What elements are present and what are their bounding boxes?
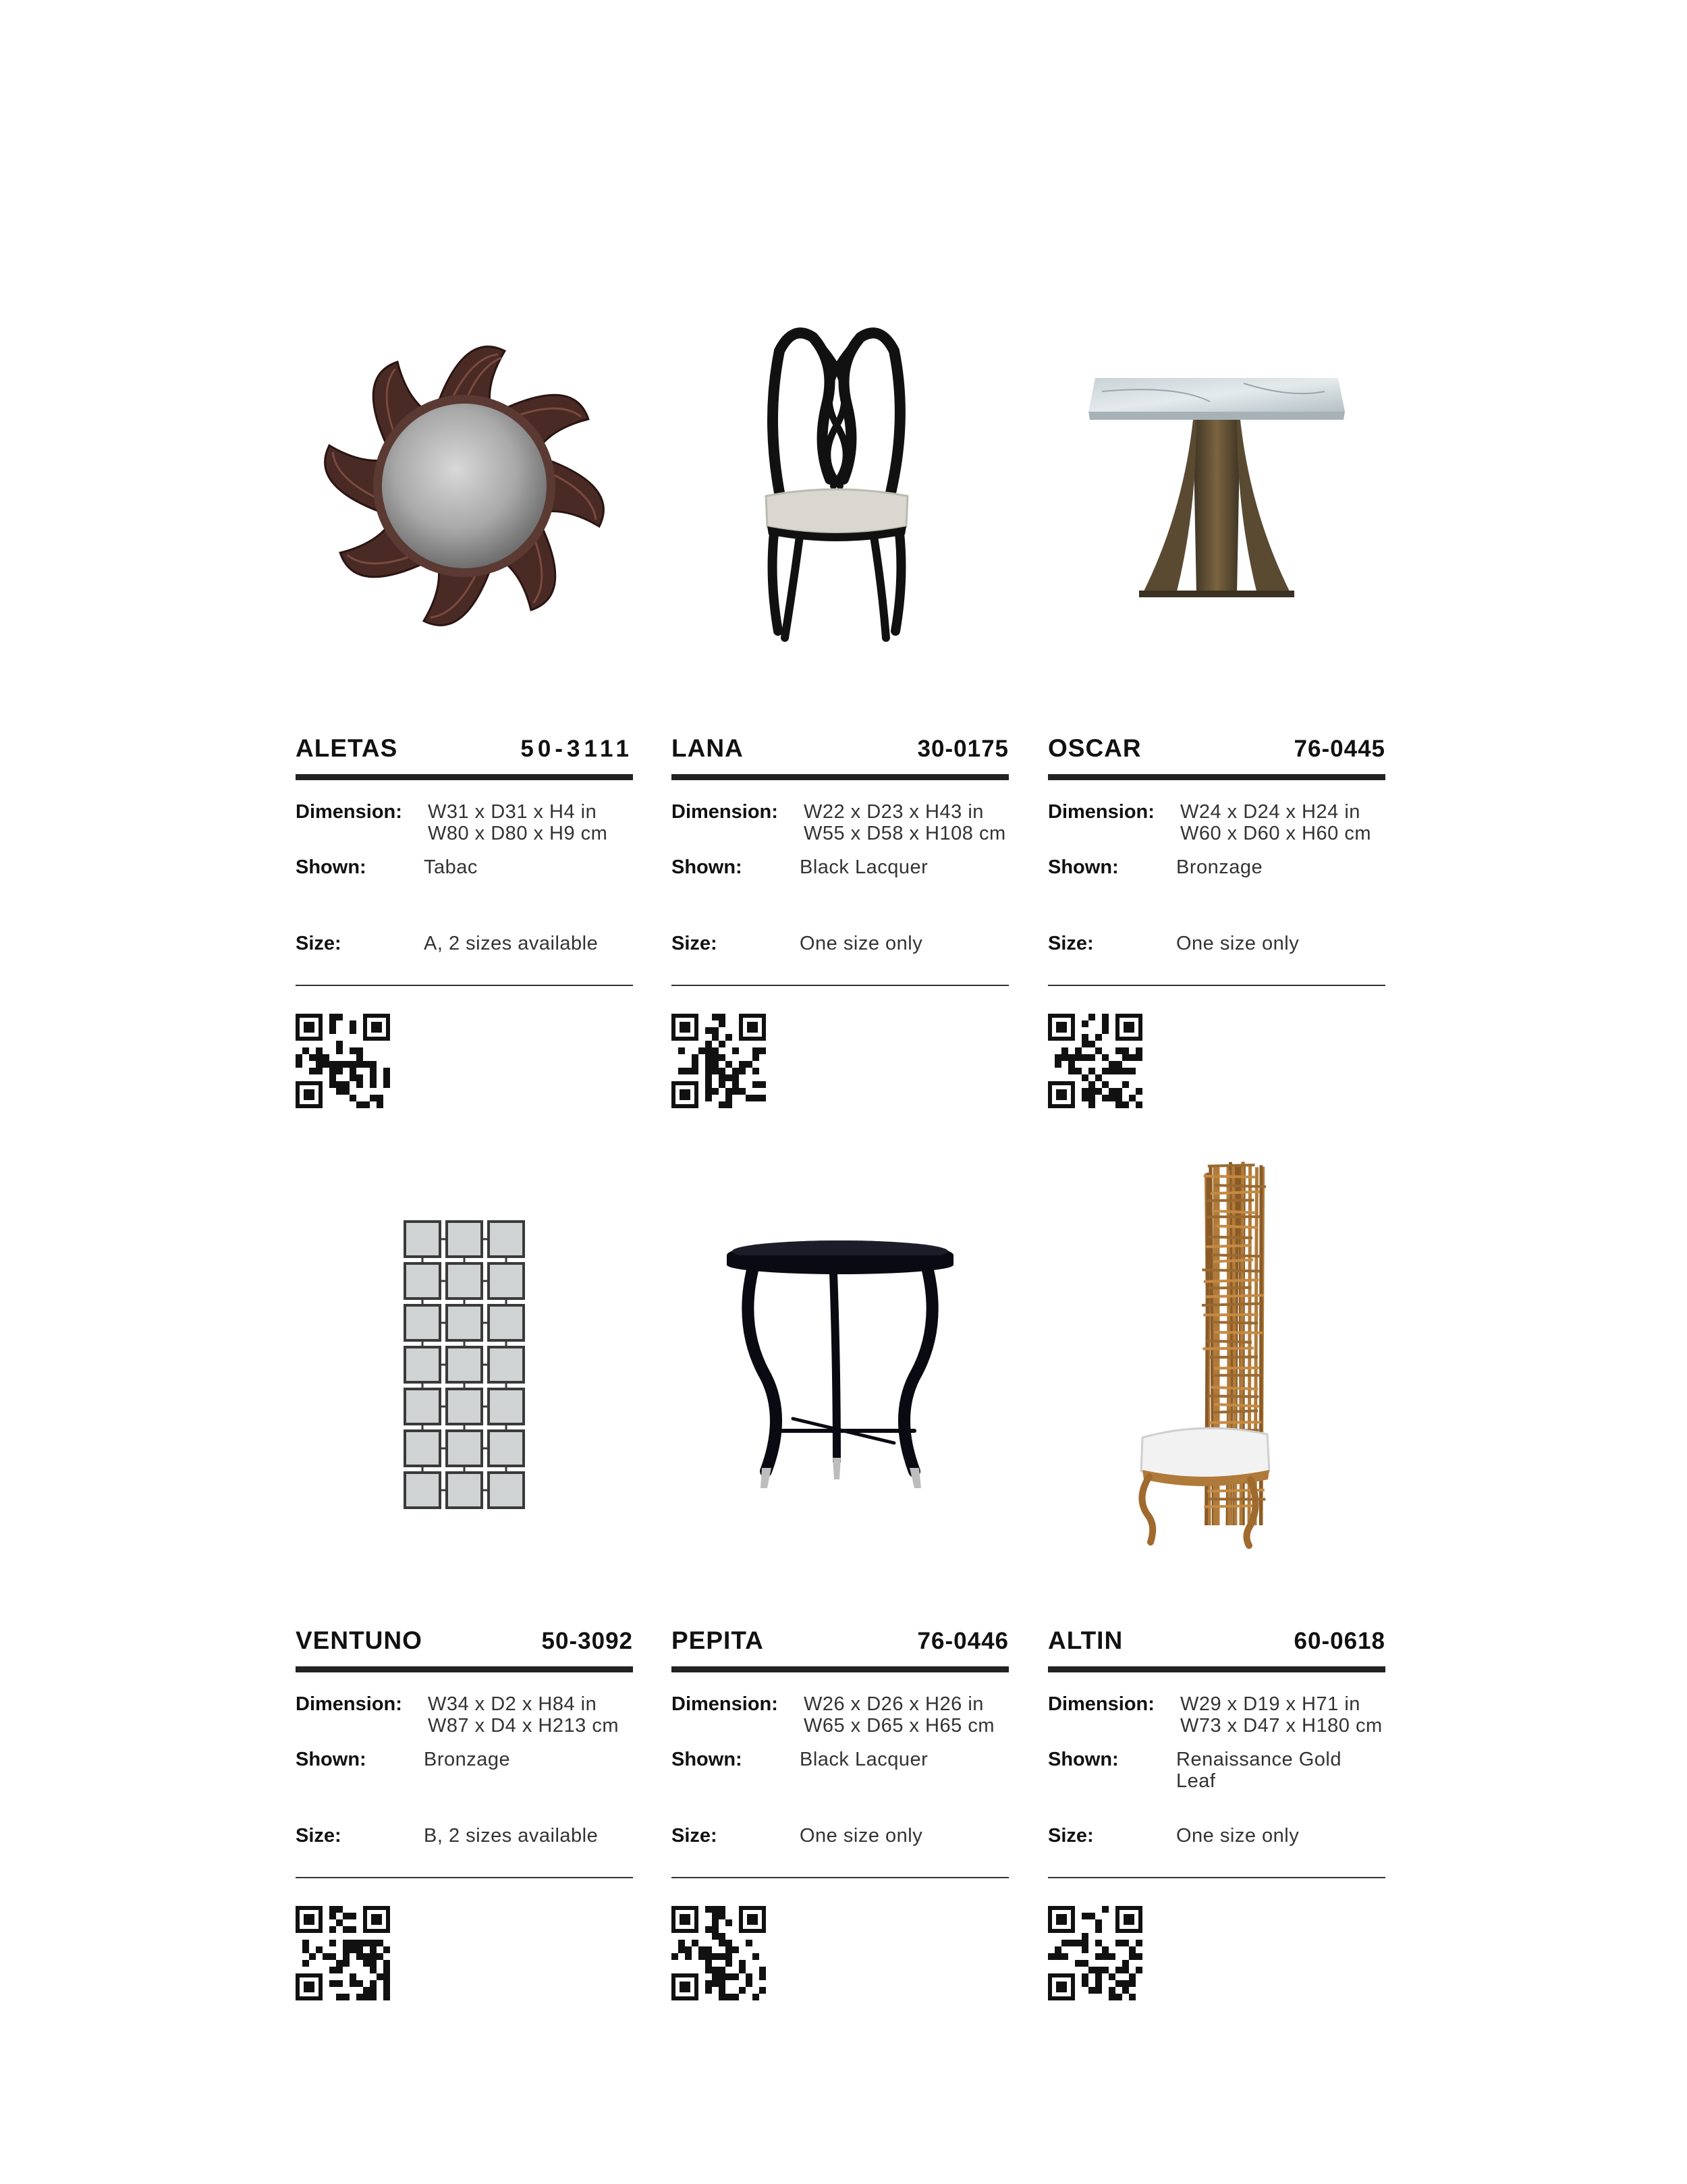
- dimension-cm: W73 x D47 x H180 cm: [1180, 1715, 1383, 1737]
- product-name: OSCAR: [1048, 734, 1142, 762]
- product-image-oscar[interactable]: [1048, 283, 1385, 688]
- dimension-in: W29 x D19 x H71 in: [1180, 1693, 1360, 1715]
- size-value: One size only: [800, 1825, 923, 1847]
- header-divider: [1048, 1666, 1385, 1672]
- product-name: ALETAS: [296, 734, 398, 762]
- size-label: Size:: [671, 1825, 717, 1847]
- footer-divider: [296, 1877, 633, 1878]
- size-value: One size only: [1176, 933, 1300, 954]
- product-image-aletas[interactable]: [296, 283, 633, 688]
- product-name: VENTUNO: [296, 1627, 422, 1654]
- dimension-label: Dimension:: [296, 801, 402, 823]
- size-label: Size:: [671, 933, 717, 954]
- product-code: 60-0618: [1294, 1628, 1385, 1654]
- size-value: B, 2 sizes available: [424, 1825, 599, 1847]
- product-name: PEPITA: [671, 1627, 764, 1654]
- shown-value: Bronzage: [1176, 856, 1263, 878]
- dimension-in: W34 x D2 x H84 in: [428, 1693, 597, 1715]
- footer-divider: [1048, 1877, 1385, 1878]
- size-value: One size only: [1176, 1825, 1300, 1847]
- header-divider: [296, 1666, 633, 1672]
- starburst-mirror-icon: [316, 331, 613, 641]
- shown-label: Shown:: [296, 1749, 366, 1770]
- product-image-ventuno[interactable]: [296, 1161, 633, 1566]
- shown-label: Shown:: [671, 856, 742, 878]
- shown-value: Tabac: [424, 856, 478, 878]
- header-divider: [296, 774, 633, 780]
- qr-code-icon[interactable]: [1048, 1014, 1142, 1108]
- dimension-row: [296, 801, 633, 848]
- dimension-cm: W87 x D4 x H213 cm: [428, 1715, 619, 1737]
- product-header: [296, 722, 633, 763]
- lattice-back-chair-icon: [1115, 1147, 1318, 1552]
- product-header: [671, 722, 1009, 763]
- size-label: Size:: [1048, 1825, 1094, 1847]
- size-value: One size only: [800, 933, 923, 954]
- dimension-in: W24 x D24 x H24 in: [1180, 801, 1360, 823]
- dimension-label: Dimension:: [296, 1693, 402, 1715]
- product-code: 76-0445: [1294, 736, 1385, 762]
- dimension-cm: W55 x D58 x H108 cm: [804, 823, 1006, 844]
- qr-code-icon[interactable]: [671, 1906, 766, 2000]
- dimension-row: [1048, 1693, 1385, 1741]
- dimension-cm: W65 x D65 x H65 cm: [804, 1715, 995, 1737]
- footer-divider: [671, 1877, 1009, 1878]
- header-divider: [1048, 774, 1385, 780]
- dimension-row: [1048, 801, 1385, 848]
- product-header: [296, 1614, 633, 1655]
- product-header: [1048, 722, 1385, 763]
- dimension-label: Dimension:: [671, 1693, 778, 1715]
- dimension-row: [296, 1693, 633, 1741]
- header-divider: [671, 1666, 1009, 1672]
- product-code: 50-3092: [541, 1628, 633, 1654]
- size-label: Size:: [296, 933, 341, 954]
- product-header: [1048, 1614, 1385, 1655]
- shown-value: Bronzage: [424, 1749, 511, 1770]
- product-code: 50-3111: [520, 736, 633, 762]
- shown-label: Shown:: [1048, 856, 1119, 878]
- product-image-pepita[interactable]: [671, 1161, 1009, 1566]
- footer-divider: [296, 985, 633, 986]
- dimension-row: [671, 801, 1009, 848]
- grid-mirror-icon: [397, 1215, 532, 1512]
- header-divider: [671, 774, 1009, 780]
- qr-code-icon[interactable]: [671, 1014, 766, 1108]
- dimension-label: Dimension:: [1048, 801, 1155, 823]
- marble-side-table-icon: [1075, 364, 1358, 607]
- dimension-in: W22 x D23 x H43 in: [804, 801, 984, 823]
- product-header: [671, 1614, 1009, 1655]
- product-code: 30-0175: [917, 736, 1009, 762]
- dimension-cm: W80 x D80 x H9 cm: [428, 823, 608, 844]
- shown-label: Shown:: [671, 1749, 742, 1770]
- dimension-label: Dimension:: [1048, 1693, 1155, 1715]
- size-value: A, 2 sizes available: [424, 933, 599, 954]
- dining-chair-icon: [752, 324, 928, 648]
- product-name: LANA: [671, 734, 744, 762]
- dimension-in: W26 x D26 x H26 in: [804, 1693, 984, 1715]
- product-image-lana[interactable]: [671, 283, 1009, 688]
- dimension-cm: W60 x D60 x H60 cm: [1180, 823, 1371, 844]
- qr-code-icon[interactable]: [296, 1906, 390, 2000]
- round-side-table-icon: [719, 1228, 962, 1498]
- qr-code-icon[interactable]: [1048, 1906, 1142, 2000]
- footer-divider: [1048, 985, 1385, 986]
- shown-label: Shown:: [296, 856, 366, 878]
- shown-value: Black Lacquer: [800, 856, 929, 878]
- dimension-in: W31 x D31 x H4 in: [428, 801, 597, 823]
- size-label: Size:: [296, 1825, 341, 1847]
- shown-value: Black Lacquer: [800, 1749, 929, 1770]
- dimension-label: Dimension:: [671, 801, 778, 823]
- footer-divider: [671, 985, 1009, 986]
- dimension-row: [671, 1693, 1009, 1741]
- shown-value: Renaissance Gold Leaf: [1176, 1749, 1342, 1792]
- product-code: 76-0446: [917, 1628, 1009, 1654]
- shown-label: Shown:: [1048, 1749, 1119, 1770]
- qr-code-icon[interactable]: [296, 1014, 390, 1108]
- size-label: Size:: [1048, 933, 1094, 954]
- product-image-altin[interactable]: [1048, 1147, 1385, 1552]
- product-name: ALTIN: [1048, 1627, 1124, 1654]
